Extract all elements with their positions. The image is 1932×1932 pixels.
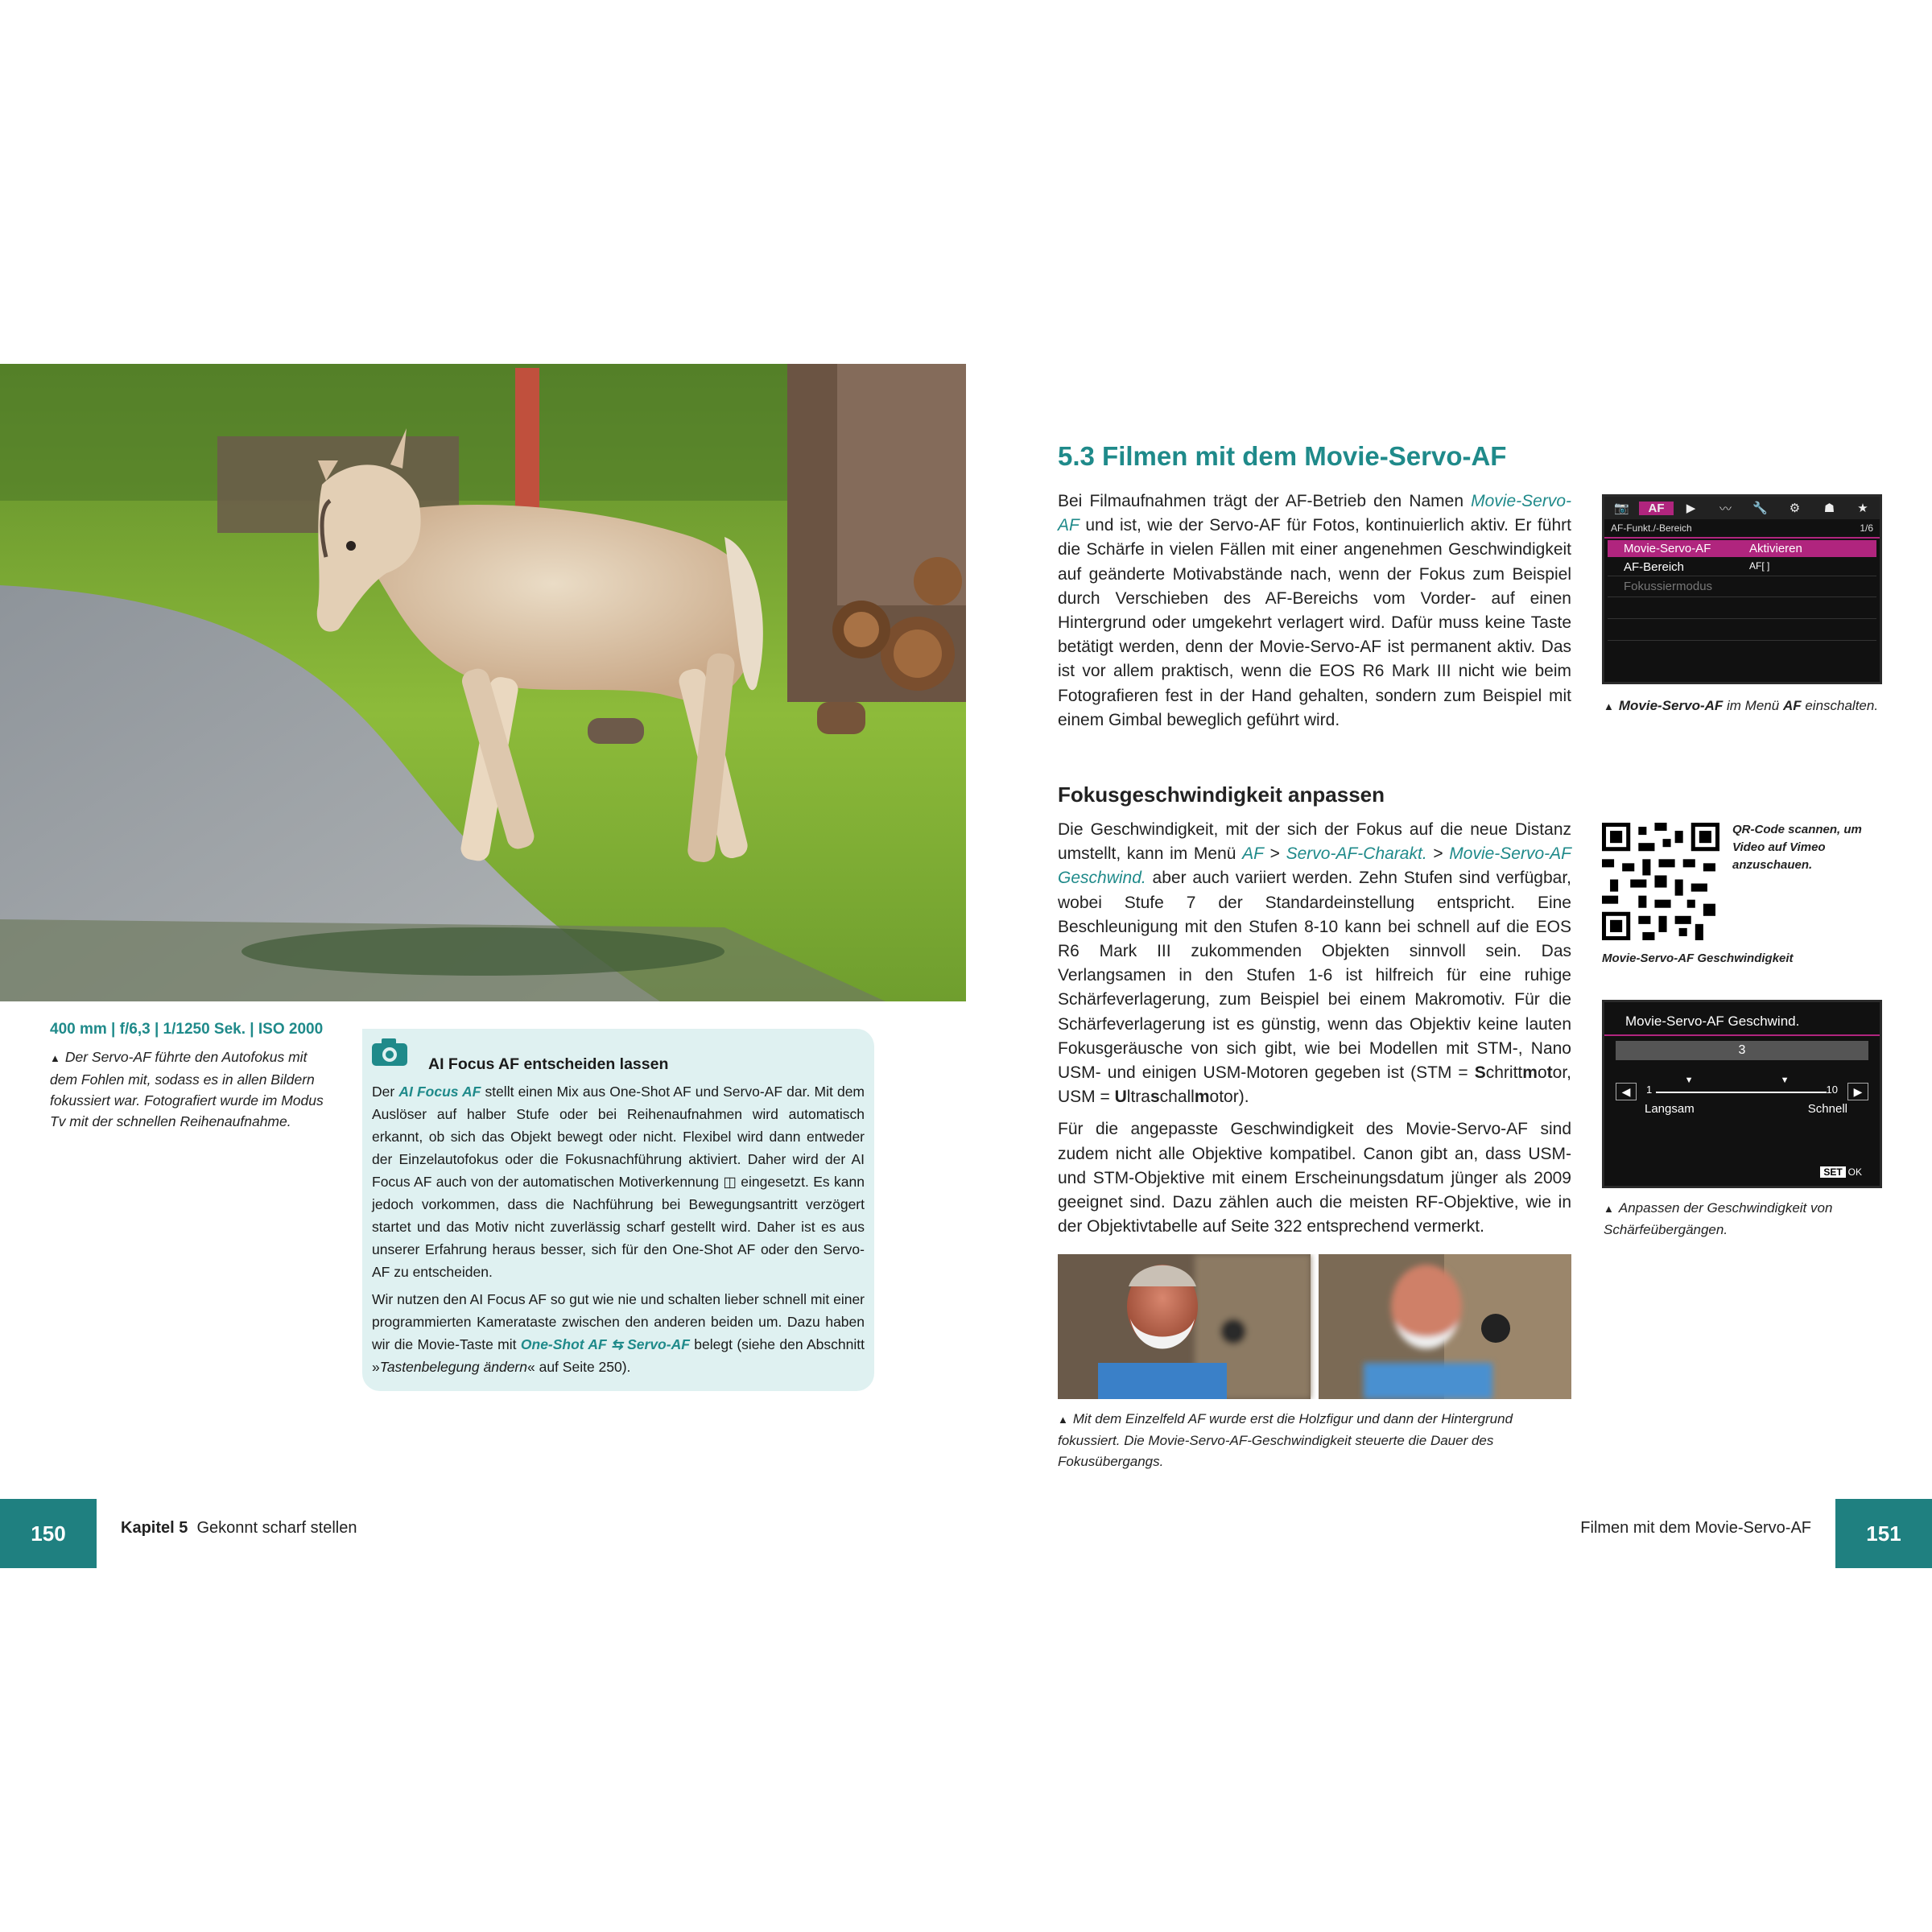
photo-caption: ▲ Der Servo-AF führte den Autofokus mit dem Fohlen mit, sodass es in allen Bildern fokussiert war. Fotografiert wurde im Modus Tv mit der schnellen Reihenaufnahme.	[50, 1049, 324, 1129]
figure-photos	[1058, 1254, 1571, 1399]
speed-slider[interactable]	[1646, 1075, 1838, 1100]
wave-tab-icon: 〰	[1719, 502, 1732, 516]
slow-label: Langsam	[1645, 1102, 1695, 1116]
star-tab-icon: ★	[1857, 502, 1868, 515]
decrease-icon[interactable]: ◀	[1616, 1083, 1637, 1100]
triangle-icon: ▲	[1058, 1414, 1068, 1426]
camera-menu-af	[1602, 494, 1882, 684]
info-box-title: AI Focus AF entscheiden lassen	[428, 1055, 669, 1073]
slider-max: 10	[1826, 1084, 1838, 1096]
section-body-2: Die Geschwindigkeit, mit der sich der Fokus auf die neue Distanz umstellt, kann im Menü AF > Servo-AF-Charakt. > Movie-Servo-AF Geschwind. aber auch variiert werden. Zehn Stufen sind verfügbar, wobei Stufe 7 der Standardeinstellung entspricht. Eine Beschleunigung mit den Stufen 8-10 kann bei schnell auf die EOS R6 Mark III zukommenden Objekten sinnvoll sein. Das Verlangsamen in den Stufen 1-6 ist hilfreich für eine ruhige Schärfeverlagerung, zum Beispiel bei einem Makromotiv. Für die Schärfeverlagerung ist es günstig, wenn das Objektiv keine lauten Fokusgeräusche von sich gibt, wie bei Modellen mit STM-, Nano USM- und einigen USM-Motoren gegeben ist (STM = Schrittmotor, USM = Ultraschallmotor). Für die angepasste Geschwindigkeit des Movie-Servo-AF sind zudem nicht alle Objektive kompatibel. Canon gibt an, dass USM- und STM-Objektive mit einem Erscheinungsdatum jünger als 2009 geeignet sind. Dazu zählen auch die meisten RF-Objektive, wie in der Objektivtabelle auf Seite 322 entsprechend vermerkt.	[1058, 820, 1571, 1236]
figure-photo-right	[1319, 1254, 1571, 1399]
info-box-paragraph-2: Wir nutzen den AI Focus AF so gut wie nie und schalten lieber schnell mit einer programmierten Kamerataste zwischen den anderen beiden um. Dazu haben wir die Movie-Taste mit One-Shot AF ⇆ Servo-AF belegt (siehe den Abschnitt »Tastenbelegung ändern« auf Seite 250).	[372, 1291, 865, 1375]
subheading: Fokusgeschwindigkeit anpassen	[1058, 782, 1385, 807]
page-number-left: 150	[0, 1499, 97, 1568]
wrench-tab-icon: 🔧	[1752, 502, 1768, 515]
slider-default-marker: ▼	[1780, 1075, 1790, 1085]
gear-tab-icon: ⚙	[1789, 502, 1801, 515]
menu-row-focus-mode[interactable]: Fokussiermodus	[1608, 576, 1876, 597]
figure-caption: ▲ Mit dem Einzelfeld AF wurde erst die Holzfigur und dann der Hintergrund fokussiert. Die Movie-Servo-AF-Geschwindigkeit steuerte die Dauer des Fokusübergangs.	[1058, 1411, 1513, 1469]
qr-label: Movie-Servo-AF Geschwindigkeit	[1602, 952, 1794, 965]
slider-current-marker: ▼	[1684, 1075, 1694, 1085]
camera-tab-icon: 📷	[1614, 502, 1629, 515]
page-number-right: 151	[1835, 1499, 1932, 1568]
triangle-icon: ▲	[1604, 700, 1614, 712]
camera-icon	[370, 1035, 409, 1067]
fast-label: Schnell	[1807, 1102, 1847, 1116]
menu-row-af-area[interactable]: AF-Bereich AF[ ]	[1608, 557, 1876, 576]
speed-menu-title: Movie-Servo-AF Geschwind.	[1625, 1013, 1800, 1029]
footer-left: Kapitel 5 Gekonnt scharf stellen	[121, 1519, 357, 1537]
menu-page: 1/6	[1860, 522, 1873, 534]
network-tab-icon: ☗	[1823, 502, 1835, 515]
menu2-caption: ▲ Anpassen der Geschwindigkeit von Schärfeübergängen.	[1604, 1200, 1833, 1237]
qr-code[interactable]	[1602, 823, 1719, 940]
scene-detect-icon: ◫	[723, 1174, 737, 1190]
qr-note: QR-Code scannen, um Video auf Vimeo anzuschauen.	[1732, 823, 1862, 872]
figure-photo-left	[1058, 1254, 1311, 1399]
foal-photo	[0, 364, 966, 1001]
triangle-icon: ▲	[1604, 1203, 1614, 1215]
menu-header: AF-Funkt./-Bereich	[1611, 522, 1692, 534]
menu-row-movie-servo[interactable]: Movie-Servo-AF Aktivieren	[1608, 540, 1876, 557]
footer-right: Filmen mit dem Movie-Servo-AF	[1580, 1519, 1811, 1537]
section-body-1: Bei Filmaufnahmen trägt der AF-Betrieb den Namen Movie-Servo-AF und ist, wie der Servo-AF für Fotos, kontinuierlich aktiv. Er führt die Schärfe in vielen Fällen mit einer angenehmen Geschwindigkeit auf geänderte Motivabstände nach, wenn der Fokus zum Beispiel durch Verschieben des AF-Bereichs vom Vorder- auf einen Hintergrund oder umgekehrt verlagert wird. Dafür muss keine Taste betätigt werden, denn der Movie-Servo-AF ist permanent aktiv. Das ist vor allem praktisch, wenn die EOS R6 Mark III nicht wie beim Fotografieren fest in der Hand gehalten, sondern zum Beispiel mit einem Gimbal beweglich geführt wird.	[1058, 492, 1571, 729]
section-heading: 5.3 Filmen mit dem Movie-Servo-AF	[1058, 441, 1507, 471]
speed-value: 3	[1616, 1041, 1868, 1060]
set-ok-button[interactable]: SET OK	[1820, 1166, 1862, 1178]
info-box	[362, 1029, 874, 1391]
increase-icon[interactable]: ▶	[1847, 1083, 1868, 1100]
menu1-caption: ▲ Movie-Servo-AF im Menü AF einschalten.	[1604, 698, 1879, 713]
af-tab: AF	[1639, 502, 1674, 515]
photo-exif: 400 mm | f/6,3 | 1/1250 Sek. | ISO 2000	[50, 1021, 324, 1038]
slider-min: 1	[1646, 1084, 1653, 1096]
play-tab-icon: ▶	[1686, 502, 1696, 515]
triangle-icon: ▲	[50, 1052, 60, 1064]
camera-menu-speed	[1602, 1000, 1882, 1188]
info-box-paragraph-1: Der AI Focus AF stellt einen Mix aus One-Shot AF und Servo-AF dar. Mit dem Auslöser auf halber Stufe oder bei Reihenaufnahmen wird automatisch erkannt, ob sich das Objekt bewegt oder nicht. Flexibel wird dann entweder der Einzelautofokus oder die Fokusnachführung aktiviert. Daher wird der AI Focus AF auch von der automatischen Motiverkennung ◫ eingesetzt. Es kann jedoch vorkommen, dass die Nachführung bei Bewegungsantritt verzögert startet und das Motiv nicht zuverlässig scharf gestellt wird. Daher ist es aus unserer Erfahrung heraus besser, sich für den One-Shot AF oder den Servo-AF zu entscheiden.	[372, 1084, 865, 1280]
